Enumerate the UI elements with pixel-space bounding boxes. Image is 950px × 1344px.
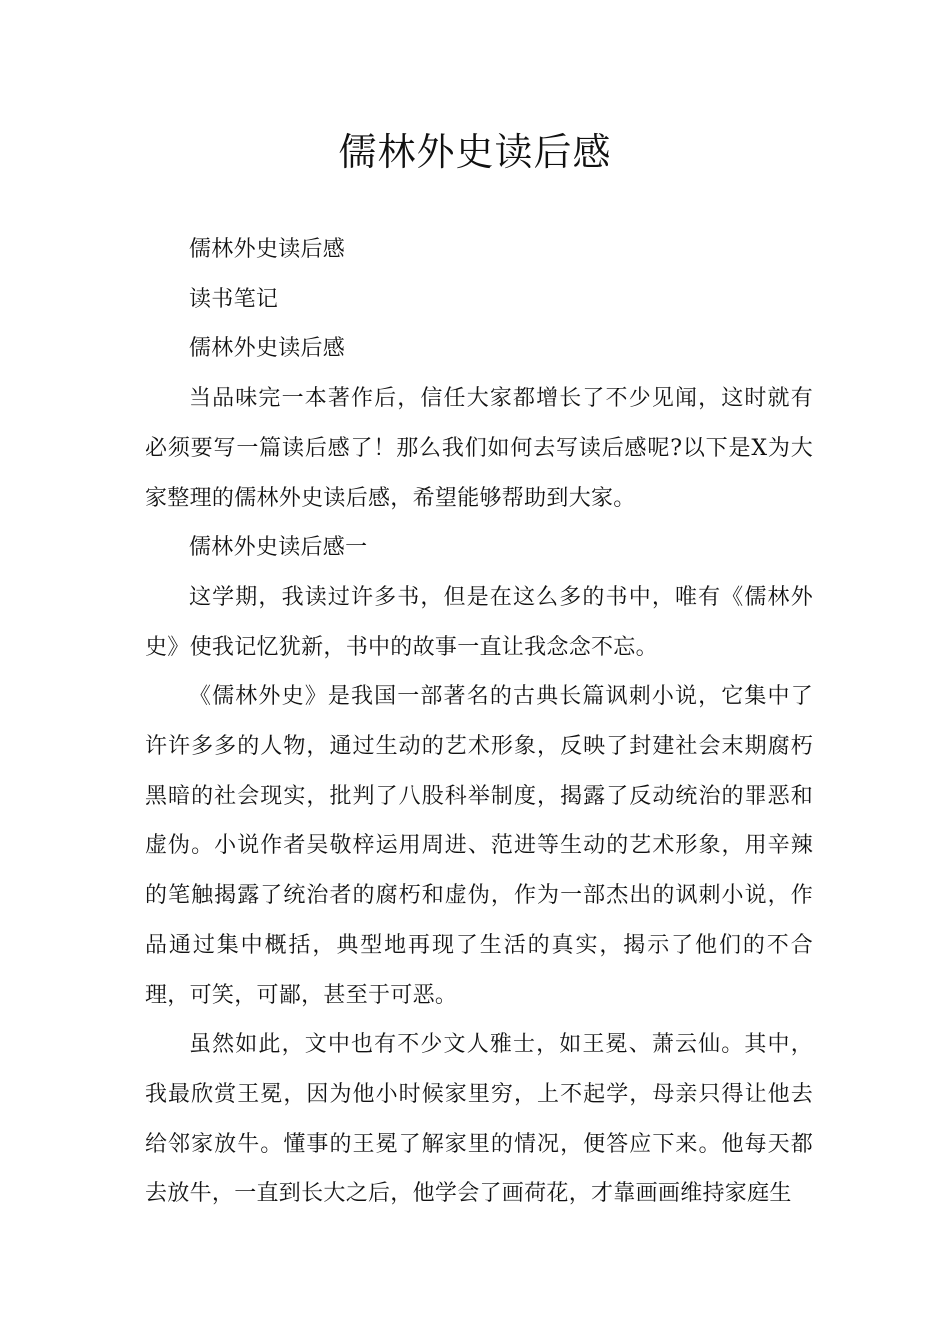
document-body — [145, 225, 813, 1219]
paragraph-section-title: 儒林外史读后感一 — [189, 535, 368, 561]
paragraph-body: 虽然如此，文中也有不少文人雅士，如王冕、萧云仙。其中，我最欣赏王冕，因为他小时候家里穷，上不起学，母亲只得让他去给邻家放牛。懂事的王冕了解家里的情况，便答应下来。他每天都去放牛，一直到长大之后，他学会了画荷花，才靠画画维持家庭生 — [145, 1032, 813, 1207]
paragraph-body: 这学期，我读过许多书，但是在这么多的书中，唯有《儒林外史》使我记忆犹新，书中的故事一直让我念念不忘。 — [145, 584, 813, 660]
paragraph-body: 《儒林外史》是我国一部著名的古典长篇讽刺小说，它集中了许许多多的人物，通过生动的艺术形象，反映了封建社会末期腐朽黑暗的社会现实，批判了八股科举制度，揭露了反动统治的罪恶和虚伪。小说作者吴敬梓运用周进、范进等生动的艺术形象，用辛辣的笔触揭露了统治者的腐朽和虚伪，作为一部杰出的讽刺小说，作品通过集中概括，典型地再现了生活的真实，揭示了他们的不合理，可笑，可鄙，甚至于可恶。 — [145, 684, 813, 1008]
document-title: 儒林外史读后感 — [338, 130, 612, 174]
paragraph-heading: 儒林外史读后感 — [189, 237, 346, 262]
paragraph-subheading: 儒林外史读后感 — [189, 336, 346, 362]
paragraph-intro: 当品味完一本著作后，信任大家都增长了不少见闻，这时就有必须要写一篇读后感了！那么我们如何去写读后感呢?以下是X为大家整理的儒林外史读后感，希望能够帮助到大家。 — [145, 386, 813, 511]
paragraph-category: 读书笔记 — [189, 286, 279, 312]
